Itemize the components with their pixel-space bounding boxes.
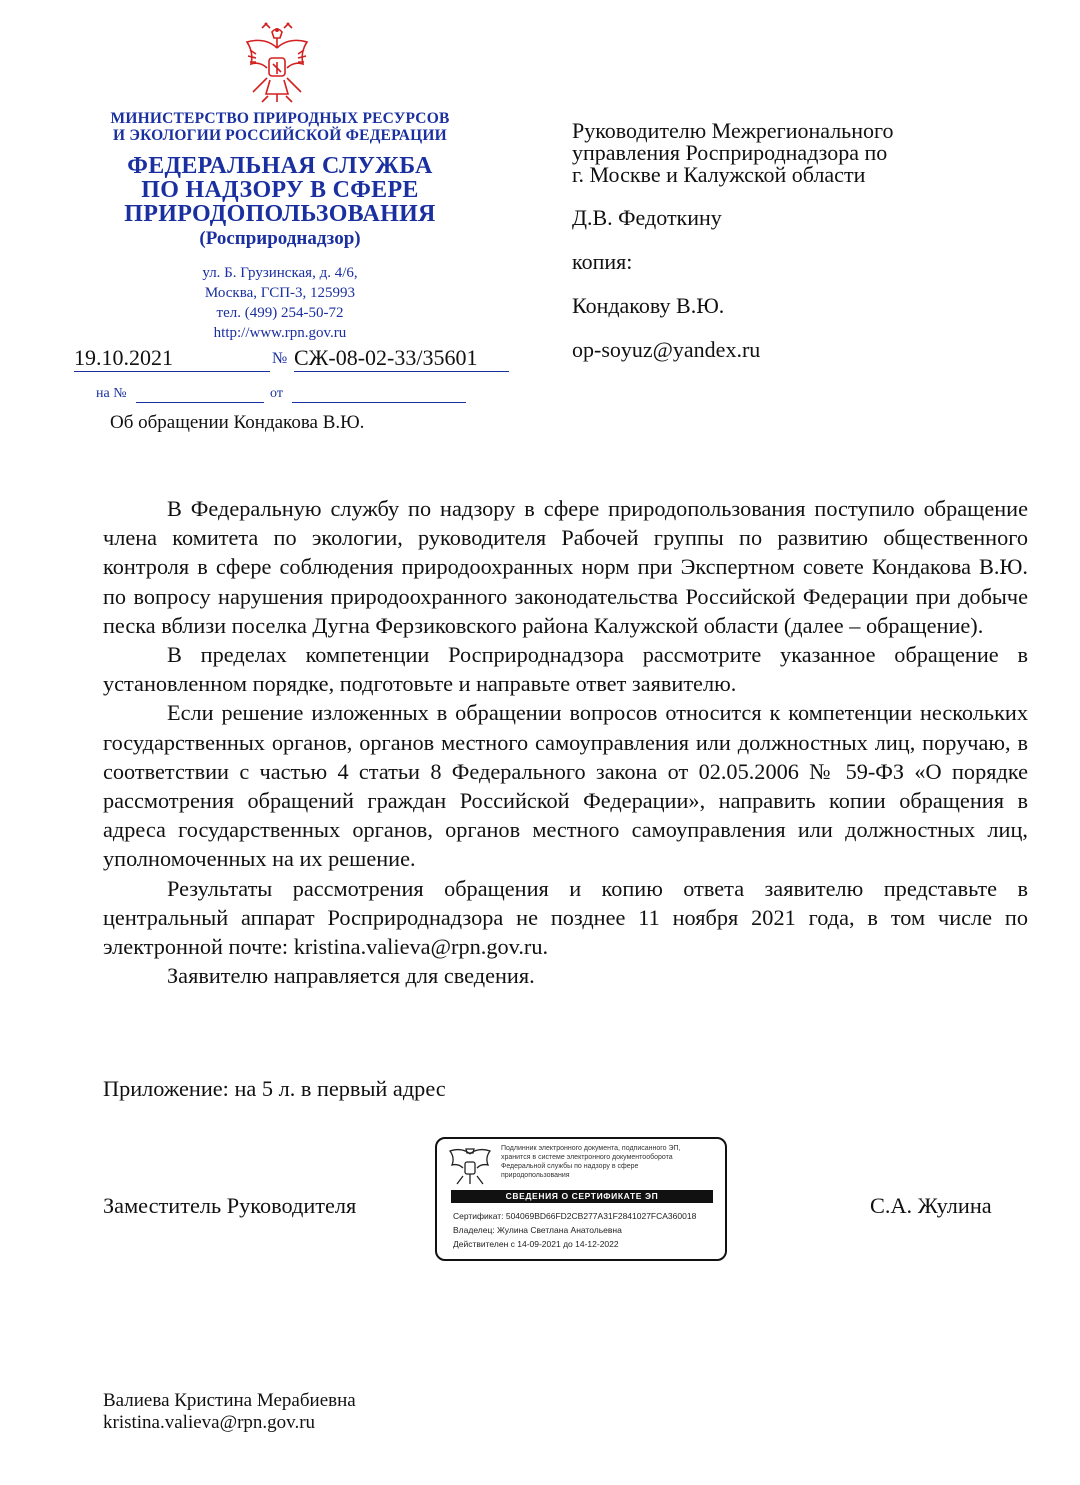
ministry-name: МИНИСТЕРСТВО ПРИРОДНЫХ РЕСУРСОВ И ЭКОЛОГИИ РОССИЙСКОЙ ФЕДЕРАЦИИ bbox=[110, 110, 450, 144]
executor-block bbox=[103, 1390, 356, 1434]
certificate-validity: Действителен с 14-09-2021 до 14-12-2022 bbox=[453, 1239, 619, 1249]
registration-number-label: № bbox=[272, 350, 288, 367]
copy-recipient-email: op-soyuz@yandex.ru bbox=[572, 337, 761, 362]
reference-number-label: на № bbox=[96, 386, 127, 401]
signer-name: С.А. Жулина bbox=[870, 1193, 992, 1218]
reference-number-blank bbox=[136, 402, 264, 403]
address-city: Москва, ГСП-3, 125993 bbox=[204, 285, 356, 301]
stamp-certificate-header: СВЕДЕНИЯ О СЕРТИФИКАТЕ ЭП bbox=[451, 1190, 713, 1203]
service-name: ФЕДЕРАЛЬНАЯ СЛУЖБА ПО НАДЗОРУ В СФЕРЕ ПРИРОДОПОЛЬЗОВАНИЯ bbox=[124, 153, 436, 227]
body-paragraph: Если решение изложенных в обращении вопросов относится к компетенции нескольких государственных органов, органов местного самоуправления или должностных лиц, поручаю, в соответствии с частью 4 статьи 8 Федерального закона от 02.05.2006 № 59-ФЗ «О порядке рассмотрения обращений граждан Российской Федерации», направить копии обращения в адреса государственных органов, органов местного самоуправления или должностных лиц, уполномоченных на их решение. bbox=[103, 700, 1028, 872]
registration-date: 19.10.2021 bbox=[74, 345, 270, 372]
registration-number: СЖ-08-02-33/35601 bbox=[294, 345, 509, 372]
certificate-owner: Владелец: Жулина Светлана Анатольевна bbox=[453, 1225, 622, 1235]
copy-label: копия: bbox=[572, 249, 633, 274]
body-paragraph: В Федеральную службу по надзору в сфере природопользования поступило обращение члена комитета по экологии, руководителя Рабочей группы по развитию общественного контроля в сфере соблюдения природоохранных норм при Экспертном совете Кондакова В.Ю. по вопросу нарушения природоохранного законодательства Российской Федерации при добыче песка вблизи поселка Дугна Ферзиковского района Калужской области (далее – обращение). bbox=[103, 496, 1028, 638]
stamp-emblem-icon bbox=[447, 1146, 493, 1188]
electronic-signature-stamp bbox=[435, 1137, 727, 1261]
body-paragraph: В пределах компетенции Росприроднадзора рассмотрите указанное обращение в установленном порядке, подготовьте и направьте ответ заявителю. bbox=[103, 642, 1028, 697]
coat-of-arms-emblem bbox=[238, 22, 316, 104]
letter-body bbox=[103, 494, 1028, 990]
reference-date-label: от bbox=[270, 386, 283, 401]
body-paragraph: Заявителю направляется для сведения. bbox=[167, 963, 535, 989]
executor-name: Валиева Кристина Мерабиевна bbox=[103, 1390, 356, 1411]
addressee-name: Д.В. Федоткину bbox=[572, 205, 722, 230]
reference-date-blank bbox=[292, 402, 466, 403]
certificate-number: Сертификат: 504069BD66FD2CB277A31F2841027FCA360018 bbox=[453, 1211, 697, 1221]
addressee-block bbox=[572, 120, 1042, 362]
attachment-note: Приложение: на 5 л. в первый адрес bbox=[103, 1076, 446, 1101]
addressee-title: Руководителю Межрегионального управления Росприроднадзора по г. Москве и Калужской области bbox=[572, 118, 894, 187]
body-paragraph: Результаты рассмотрения обращения и копию ответа заявителю представьте в центральный аппарат Росприроднадзора не позднее 11 ноября 2021 года, в том числе по электронной почте: kristina.valieva@rpn.gov.ru. bbox=[103, 875, 1028, 960]
executor-email: kristina.valieva@rpn.gov.ru bbox=[103, 1412, 316, 1433]
service-address bbox=[100, 263, 460, 343]
stamp-certificate-details bbox=[453, 1209, 725, 1251]
copy-recipient-name: Кондакову В.Ю. bbox=[572, 293, 725, 318]
address-street: ул. Б. Грузинская, д. 4/6, bbox=[202, 265, 358, 281]
stamp-notice: Подлинник электронного документа, подписанного ЭП, хранится в системе электронного документооборота Федеральной службы по надзору в сфере природопользования bbox=[501, 1145, 681, 1179]
signer-position: Заместитель Руководителя bbox=[103, 1193, 357, 1218]
address-website: http://www.rpn.gov.ru bbox=[213, 325, 347, 341]
letter-subject: Об обращении Кондакова В.Ю. bbox=[110, 412, 365, 433]
address-phone: тел. (499) 254-50-72 bbox=[216, 305, 344, 321]
service-short-name: (Росприроднадзор) bbox=[199, 228, 361, 249]
